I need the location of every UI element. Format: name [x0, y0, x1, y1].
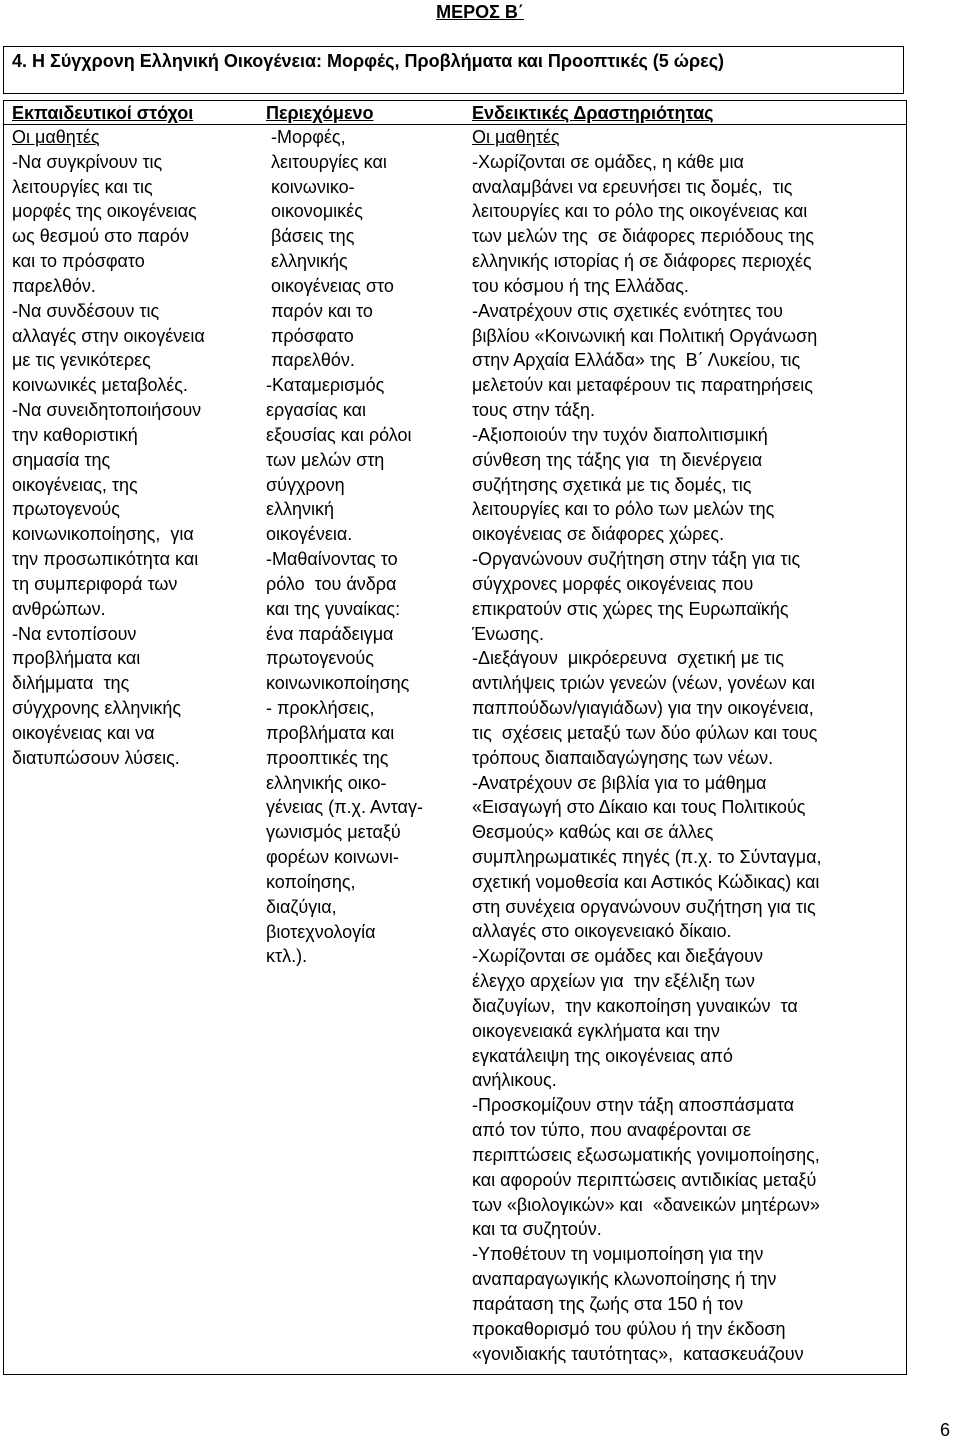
page-number: 6 [940, 1420, 951, 1440]
content-text: -Μορφές, λειτουργίες και κοινωνικο- οικονομικές βάσεις της ελληνικής οικογένειας στο παρόν και το πρόσφατο παρελθόν. -Καταμερισμός εργασίας και εξουσίας και ρόλοι των μελών στη σύγχρονη ελληνική οικογένεια. -Μαθαίνοντας το ρόλο του άνδρα και της γυναίκας: ένα παράδειγμα πρωτογενούς κοινωνικοποίησης - προκλήσεις, προβλήματα και προοπτικές της ελληνικής οικο- γένειας (π.χ. Ανταγ- γωνισμός μεταξύ φορέων κοινωνι- κοποίησης, διαζύγια, βιοτεχνολογία κτλ.). [266, 127, 423, 967]
header-content: Περιεχόμενο [266, 103, 374, 123]
activities-intro: Οι μαθητές [472, 127, 560, 147]
header-objectives: Εκπαιδευτικοί στόχοι [12, 103, 194, 123]
part-heading: ΜΕΡΟΣ Β΄ [436, 2, 524, 22]
objectives-intro: Οι μαθητές [12, 127, 100, 147]
section-title: 4. Η Σύγχρονη Ελληνική Οικογένεια: Μορφές, Προβλήματα και Προοπτικές (5 ώρες) [12, 51, 725, 71]
header-activities: Ενδεικτικές Δραστηριότητας [472, 103, 714, 123]
activities-text: -Χωρίζονται σε ομάδες, η κάθε μια αναλαμβάνει να ερευνήσει τις δομές, τις λειτουργίες και το ρόλο της οικογένειας και των μελών της σε διάφορες περιόδους της ελληνικής ιστορίας ή σε διάφορες περιοχές του κόσμου ή της Ελλάδας. -Ανατρέχουν στις σχετικές ενότητες του βιβλίου «Κοινωνική και Πολιτική Οργάνωση στην Αρχαία Ελλάδα» της Β΄ Λυκείου, τις μελετούν και μεταφέρουν τις παρατηρήσεις τους στην τάξη. -Αξιοποιούν την τυχόν διαπολιτισμική σύνθεση της τάξης για τη διενέργεια συζήτησης σχετικά με τις δομές, τις λειτουργίες και το ρόλο των μελών της οικογένειας σε διάφορες χώρες. -Οργανώνουν συζήτηση στην τάξη για τις σύγχρονες μορφές οικογένειας που επικρατούν στις χώρες της Ευρωπαϊκής Ένωσης. -Διεξάγουν μικρόερευνα σχετική με τις αντιλήψεις τριών γενεών (νέων, γονέων και παππούδων/γιαγιάδων) για την οικογένεια, τις σχέσεις μεταξύ των δύο φύλων και τους τρόπους διαπαιδαγώγησης των νέων. -Ανατρέχουν σε βιβλία για το μάθημα «Εισαγωγή στο Δίκαιο και τους Πολιτικούς Θεσμούς» καθώς και σε άλλες συμπληρωματικές πηγές (π.χ. το Σύνταγμα, σχετική νομοθεσία και Αστικός Κώδικας) και στη συνέχεια οργανώνουν συζήτηση για τις αλλαγές στο οικογενειακό δίκαιο. -Χωρίζονται σε ομάδες και διεξάγουν έλεγχο αρχείων για την εξέλιξη των διαζυγίων, την κακοποίηση γυναικών τα οικογενειακά εγκλήματα και την εγκατάλειψη της οικογένειας από ανήλικους. -Προσκομίζουν στην τάξη αποσπάσματα από τον τύπο, που αναφέρονται σε περιπτώσεις εξωσωματικής γονιμοποίησης, και αφορούν περιπτώσεις αντιδικίας μεταξύ των «βιολογικών» και «δανεικών μητέρων» και τα συζητούν. -Υποθέτουν τη νομιμοποίηση για την αναπαραγωγικής κλωνοποίησης ή την παράταση της ζωής στα 150 ή τον προκαθορισμό του φύλου ή την έκδοση «γονιδιακής ταυτότητας», κατασκευάζουν [472, 151, 822, 1364]
objectives-text: -Να συγκρίνουν τις λειτουργίες και τις μορφές της οικογένειας ως θεσμού στο παρόν και το πρόσφατο παρελθόν. -Να συνδέσουν τις αλλαγές στην οικογένεια με τις γενικότερες κοινωνικές μεταβολές. -Να συνειδητοποιήσουν την καθοριστική σημασία της οικογένειας, της πρωτογενούς κοινωνικοποίησης, για την προσωπικότητα και τη συμπεριφορά των ανθρώπων. -Να εντοπίσουν προβλήματα και διλήμματα της σύγχρονης ελληνικής οικογένειας και να διατυπώσουν λύσεις. [12, 151, 205, 768]
